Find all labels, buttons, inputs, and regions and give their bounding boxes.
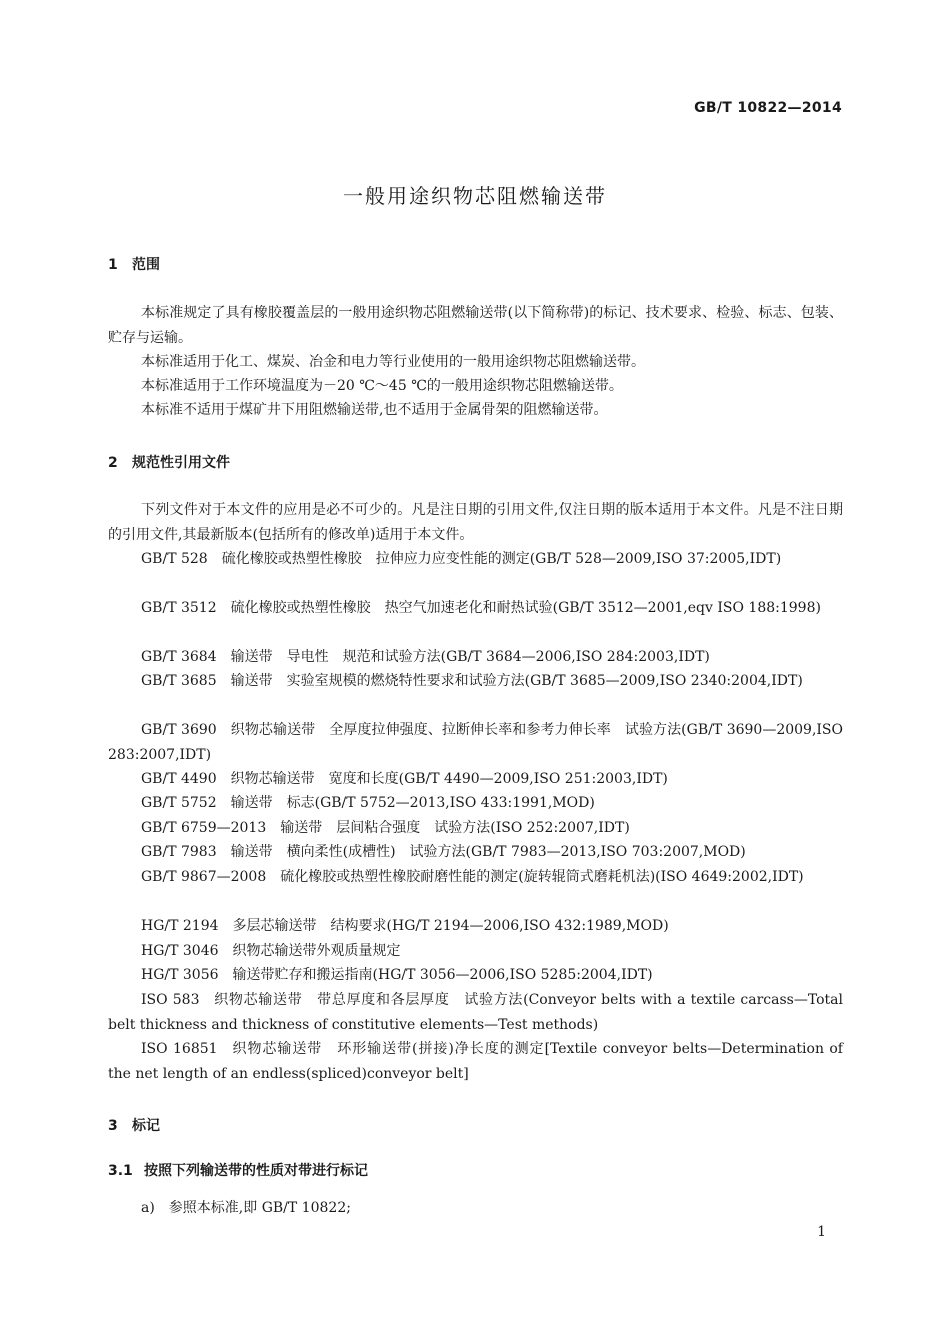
reference-code: HG/T 3046	[141, 943, 219, 959]
reference-item	[108, 988, 843, 1037]
reference-text: 输送带 层间粘合强度 试验方法(ISO 252:2007,IDT)	[280, 820, 630, 836]
reference-item	[108, 914, 843, 939]
section-title: 范围	[132, 257, 160, 273]
reference-item	[108, 767, 843, 792]
reference-text: 硫化橡胶或热塑性橡胶 热空气加速老化和耐热试验(GB/T 3512—2001,eqv ISO 188:1998)	[230, 600, 821, 616]
reference-item	[108, 963, 843, 988]
reference-text: 织物芯输送带 带总厚度和各层厚度 试验方法(Conveyor belts with a textile carcass—Total belt thickness and thickness of constitutive elements—Test methods)	[108, 992, 843, 1033]
reference-text: 输送带贮存和搬运指南(HG/T 3056—2006,ISO 5285:2004,IDT)	[232, 967, 653, 983]
reference-code: GB/T 7983	[141, 844, 217, 860]
marking-item-a: a) 参照本标准,即 GB/T 10822;	[141, 1200, 351, 1216]
reference-code: GB/T 6759—2013	[141, 820, 267, 836]
reference-code: HG/T 2194	[141, 918, 219, 934]
reference-text: 织物芯输送带 全厚度拉伸强度、拉断伸长率和参考力伸长率 试验方法(GB/T 3690—2009,ISO 283:2007,IDT)	[108, 722, 843, 763]
scope-paragraph-4: 本标准不适用于煤矿井下用阻燃输送带,也不适用于金属骨架的阻燃输送带。	[141, 402, 608, 418]
reference-code: GB/T 9867—2008	[141, 869, 267, 885]
scope-paragraph-2: 本标准适用于化工、煤炭、冶金和电力等行业使用的一般用途织物芯阻燃输送带。	[141, 354, 645, 370]
reference-item	[108, 1037, 843, 1086]
section-title: 规范性引用文件	[132, 455, 230, 471]
reference-code: ISO 16851	[141, 1041, 218, 1057]
reference-item	[108, 645, 843, 670]
reference-item	[108, 865, 843, 890]
subsection-number: 3.1	[108, 1163, 133, 1179]
reference-code: GB/T 3685	[141, 673, 217, 689]
reference-text: 硫化橡胶或热塑性橡胶 拉伸应力应变性能的测定(GB/T 528—2009,ISO 37:2005,IDT)	[221, 551, 782, 567]
section-1-heading	[108, 254, 160, 274]
reference-item	[108, 547, 843, 572]
reference-text: 输送带 实验室规模的燃烧特性要求和试验方法(GB/T 3685—2009,ISO 2340:2004,IDT)	[230, 673, 803, 689]
reference-code: GB/T 528	[141, 551, 208, 567]
reference-item	[108, 791, 843, 816]
section-2-heading	[108, 452, 230, 472]
reference-text: 织物芯输送带 宽度和长度(GB/T 4490—2009,ISO 251:2003,IDT)	[230, 771, 668, 787]
page-number: 1	[817, 1224, 826, 1240]
reference-code: GB/T 5752	[141, 795, 217, 811]
reference-item	[108, 596, 843, 621]
reference-item	[108, 840, 843, 865]
reference-item	[108, 816, 843, 841]
reference-text: 输送带 横向柔性(成槽性) 试验方法(GB/T 7983—2013,ISO 703:2007,MOD)	[230, 844, 746, 860]
document-title: 一般用途织物芯阻燃输送带	[343, 184, 607, 208]
reference-text: 多层芯输送带 结构要求(HG/T 2194—2006,ISO 432:1989,MOD)	[232, 918, 669, 934]
reference-text: 硫化橡胶或热塑性橡胶耐磨性能的测定(旋转辊筒式磨耗机法)(ISO 4649:2002,IDT)	[280, 869, 804, 885]
section-title: 标记	[132, 1118, 160, 1134]
reference-text: 织物芯输送带外观质量规定	[232, 943, 401, 959]
section-number: 2	[108, 455, 118, 471]
reference-code: GB/T 3512	[141, 600, 217, 616]
subsection-3-1-heading	[108, 1160, 368, 1180]
section-number: 3	[108, 1118, 118, 1134]
reference-item	[108, 669, 843, 694]
section-number: 1	[108, 257, 118, 273]
reference-code: GB/T 4490	[141, 771, 217, 787]
section-3-heading	[108, 1115, 160, 1135]
reference-item	[108, 718, 843, 767]
scope-paragraph-1: 本标准规定了具有橡胶覆盖层的一般用途织物芯阻燃输送带(以下简称带)的标记、技术要求、检验、标志、包装、贮存与运输。	[108, 305, 843, 346]
reference-code: GB/T 3690	[141, 722, 217, 738]
reference-item	[108, 939, 843, 964]
subsection-title: 按照下列输送带的性质对带进行标记	[144, 1163, 368, 1179]
reference-text: 输送带 导电性 规范和试验方法(GB/T 3684—2006,ISO 284:2003,IDT)	[230, 649, 710, 665]
reference-text: 输送带 标志(GB/T 5752—2013,ISO 433:1991,MOD)	[230, 795, 595, 811]
scope-paragraph-3: 本标准适用于工作环境温度为－20 ℃～45 ℃的一般用途织物芯阻燃输送带。	[141, 378, 623, 394]
reference-code: ISO 583	[141, 992, 200, 1008]
reference-code: GB/T 3684	[141, 649, 217, 665]
references-intro: 下列文件对于本文件的应用是必不可少的。凡是注日期的引用文件,仅注日期的版本适用于本文件。凡是不注日期的引用文件,其最新版本(包括所有的修改单)适用于本文件。	[108, 502, 843, 543]
reference-text: 织物芯输送带 环形输送带(拼接)净长度的测定[Textile conveyor belts—Determination of the net length of an endless(spliced)conveyor belt]	[108, 1041, 843, 1082]
reference-code: HG/T 3056	[141, 967, 219, 983]
standard-code: GB/T 10822—2014	[694, 100, 842, 116]
